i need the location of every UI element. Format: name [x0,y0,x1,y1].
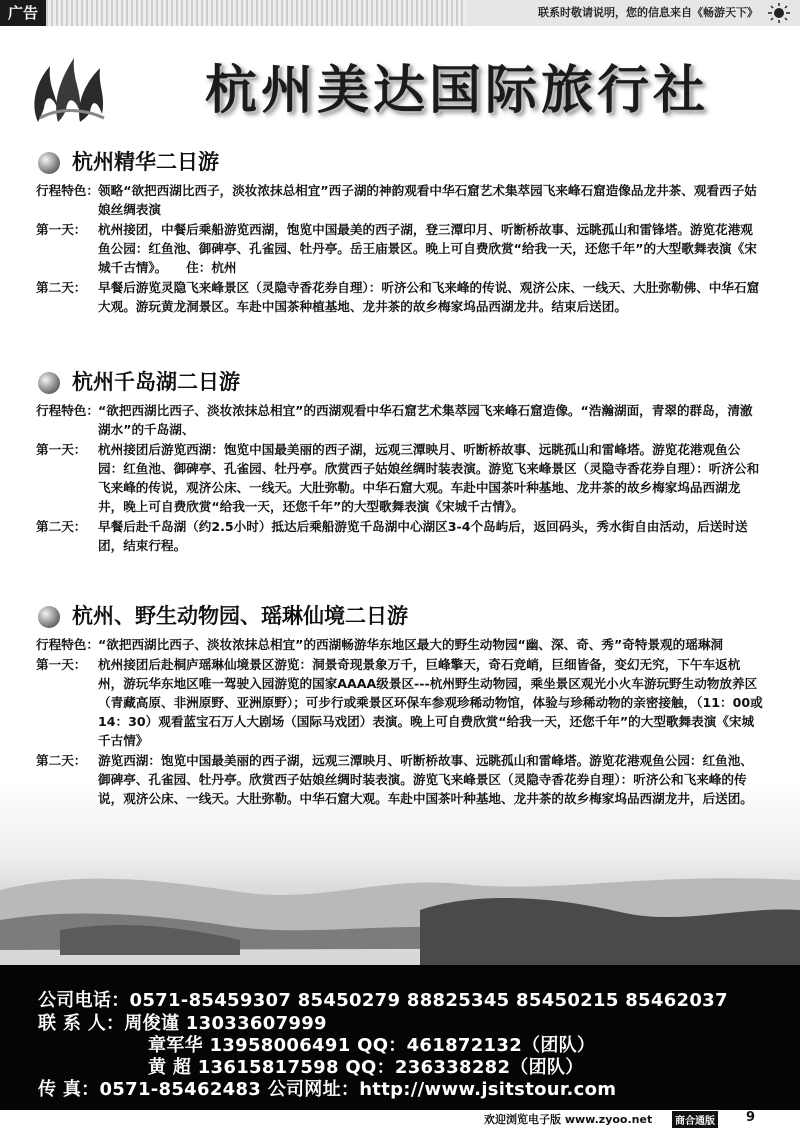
row-label: 行程特色： [36,403,99,418]
row-text: “欲把西湖比西子、淡妆浓抹总相宜”的西湖观看中华石窟艺术集萃园飞来峰石窟造像。“浩瀚湖面，青翠的群岛，清澈湖水”的千岛湖、 [98,403,753,437]
tour-row-day1 [0,655,800,750]
sphere-bullet-icon [38,372,60,394]
row-label: 第二天： [36,280,87,295]
sun-icon [764,2,794,24]
tour-row-day2 [0,751,800,808]
row-label: 第二天： [36,753,87,768]
header-bar [0,0,800,26]
tour-title-bar [0,366,800,400]
tour-section-1 [0,146,800,316]
tour-row-day2 [0,278,800,316]
company-name: 杭州美达国际旅行社 [204,61,709,121]
row-label: 行程特色： [36,183,99,198]
tour-title: 杭州精华二日游 [72,150,219,174]
sphere-bullet-icon [38,606,60,628]
footer-website-text: 欢迎浏览电子版 www.zyoo.net [484,1113,653,1126]
row-text: 早餐后游览灵隐飞来峰景区（灵隐寺香花券自理）：听济公和飞来峰的传说、观济公床、一线天、大肚弥勒佛、中华石窟大观。游玩黄龙洞景区。车赴中国茶种植基地、龙井茶的故乡梅家坞品西湖龙井。结束后送团。 [98,280,760,314]
source-note: 联系时敬请说明，您的信息来自《畅游天下》 [538,6,758,19]
row-label: 第一天： [36,657,87,672]
tour-row-day1 [0,440,800,516]
contact-panel [0,965,800,1110]
row-label: 第一天： [36,222,87,237]
row-text: 游览西湖：饱览中国最美丽的西子湖，远观三潭映月、听断桥故事、远眺孤山和雷峰塔。游览花港观鱼公园：红鱼池、御碑亭、孔雀园、牡丹亭。欣赏西子姑娘丝绸时装表演。游览飞来峰景区（灵隐寺香花券自理）：听济公和飞来峰的传说，观济公床、一线天。大肚弥勒。中华石窟大观。车赴中国茶叶种基地、龙井茶的故乡梅家坞品西湖龙井，后送团。 [98,753,753,806]
row-text: “欲把西湖比西子、淡妆浓抹总相宜”的西湖畅游华东地区最大的野生动物园“幽、深、奇、秀”奇特景观的瑶琳洞 [98,637,724,652]
row-text: 早餐后赴千岛湖（约2.5小时）抵达后乘船游览千岛湖中心湖区3-4个岛屿后，返回码头，秀水街自由活动，后送时送团，结束行程。 [98,519,748,553]
footer-badge: 商合通版 [672,1111,718,1128]
sphere-bullet-icon [38,152,60,174]
tour-row-day2 [0,517,800,555]
contact-person-line-3: 黄 超 13615817598 QQ：236338282（团队） [148,1057,584,1078]
contact-person-line-1: 联 系 人：周俊谨 13033607999 [38,1013,327,1034]
row-label: 行程特色： [36,637,99,652]
tour-row-features [0,401,800,439]
tour-row-day1 [0,220,800,277]
row-text: 杭州接团，中餐后乘船游览西湖，饱览中国最美的西子湖，登三潭印月、听断桥故事、远眺孤山和雷锋塔。游览花港观鱼公园：红鱼池、御碑亭、孔雀园、牡丹亭。岳王庙景区。晚上可自费欣赏“给我一天，还您千年”的大型歌舞表演《宋城千古情》。 住：杭州 [98,222,757,275]
tour-row-features [0,635,800,654]
tour-row-features [0,181,800,219]
tour-title-bar [0,600,800,634]
company-logo [28,52,112,126]
contact-person-line-2: 章军华 13958006491 QQ：461872132（团队） [148,1035,596,1056]
tour-title: 杭州、野生动物园、瑶琳仙境二日游 [72,604,408,628]
tour-title-bar [0,146,800,180]
page-footer [0,1110,800,1127]
tour-title: 杭州千岛湖二日游 [72,370,240,394]
row-text: 杭州接团后赴桐庐瑶琳仙境景区游览：洞景奇现景象万千，巨峰擎天，奇石竞峭，巨细皆备，变幻无究，下午车返杭州，游玩华东地区唯一驾驶入园游览的国家AAAA级景区---杭州野生动物园，乘坐景区观光小火车游玩野生动物放养区（青藏高原、非洲原野、亚洲原野）；可步行或乘景区环保车参观珍稀动物馆，体验与珍稀动物的亲密接触，（11：00或14：30）观看蓝宝石万人大剧场（国际马戏团）表演。晚上可自费欣赏“给我一天，还您千年”的大型歌舞表演《宋城千古情》 [98,657,763,748]
page-number: 9 [746,1110,756,1125]
header-stripe [46,0,466,26]
row-label: 第一天： [36,442,87,457]
tour-section-3 [0,600,800,808]
row-text: 杭州接团后游览西湖：饱览中国最美丽的西子湖，远观三潭映月、听断桥故事、远眺孤山和雷峰塔。游览花港观鱼公园：红鱼池、御碑亭、孔雀园、牡丹亭。欣赏西子姑娘丝绸时装表演。游览飞来峰景区（灵隐寺香花券自理）：听济公和飞来峰的传说，观济公床、一线天。大肚弥勒。中华石窟大观。车赴中国茶叶种基地、龙井茶的故乡梅家坞品西湖龙井，晚上可自费欣赏“给我一天，还您千年”的大型歌舞表演《宋城千古情》。 [98,442,760,514]
ad-label: 广告 [0,0,46,26]
lake-scenery-illustration [0,780,800,992]
fax-and-website-line: 传 真：0571-85462483 公司网址：http://www.jsitstour.com [38,1079,617,1100]
row-label: 第二天： [36,519,87,534]
phone-line: 公司电话：0571-85459307 85450279 88825345 85450215 85462037 [38,990,728,1011]
lake-scenery-image [0,780,800,992]
row-text: 领略“欲把西湖比西子，淡妆浓抹总相宜”西子湖的神韵观看中华石窟艺术集萃园飞来峰石窟造像品龙井茶、观看西子姑娘丝绸表演 [98,183,757,217]
tour-section-2 [0,366,800,555]
